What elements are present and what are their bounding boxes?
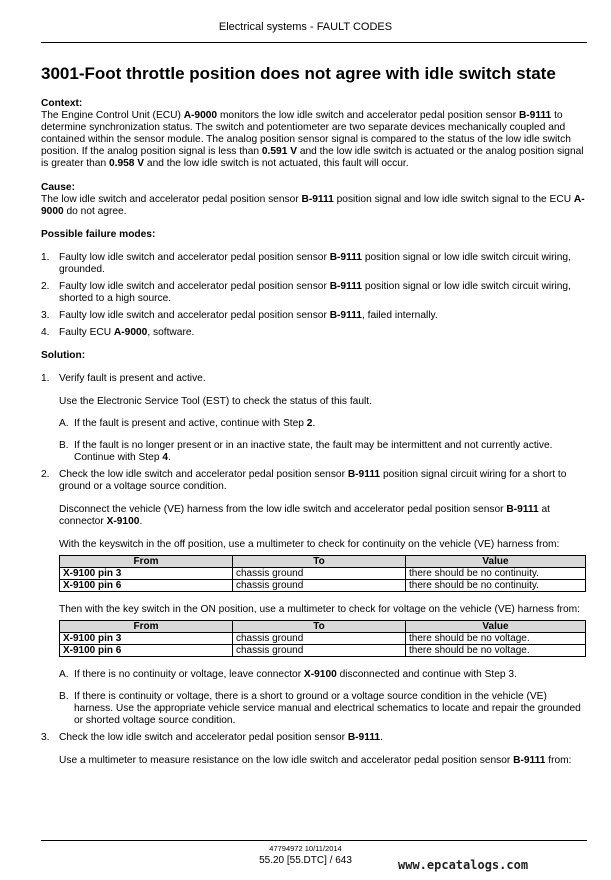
table-cell: X-9100 pin 6 [60, 580, 233, 592]
list-item: 4. Faulty ECU A-9000, software. [41, 327, 195, 338]
step-2-para-3: Then with the key switch in the ON position, use a multimeter to check for voltage on the vehicle (VE) harness from: [59, 604, 580, 615]
step-2-option-b: B. If there is continuity or voltage, there is a short to ground or a voltage source condition in the vehicle (VE) harness. Use the appropriate vehicle service manual and electrical schematics to locate and repair the grounded or shorted voltage source condition. [59, 691, 581, 726]
context-label: Context: [41, 98, 83, 109]
table-row [60, 633, 586, 645]
table-cell: chassis ground [233, 568, 406, 580]
continuity-table [59, 555, 586, 592]
header-rule [41, 42, 587, 43]
list-item: 1. Faulty low idle switch and accelerator pedal position sensor B-9111 position signal or low idle switch circuit wiring, grounded. [41, 252, 571, 275]
table-header-row [60, 621, 586, 633]
table-cell: there should be no voltage. [406, 645, 586, 657]
context-text: The Engine Control Unit (ECU) A-9000 monitors the low idle switch and accelerator pedal position sensor B-9111 to determine synchronization status. The switch and potentiometer are two separate devices mechanically coupled and contained within the sensor module. The analog position sensor signal is compared to the status of the low idle switch position. If the analog position signal is less than 0.591 V and the low idle switch is actuated or the analog position signal is greater than 0.958 V and the low idle switch is not actuated, this fault will occur. [41, 110, 584, 169]
page-title: 3001-Foot throttle position does not agree with idle switch state [41, 64, 556, 83]
page-number: 55.20 [55.DTC] / 643 [259, 855, 352, 866]
step-1-para: Use the Electronic Service Tool (EST) to check the status of this fault. [59, 396, 372, 407]
list-item: 2. Faulty low idle switch and accelerator pedal position sensor B-9111 position signal or low idle switch circuit wiring, shorted to a high source. [41, 281, 571, 304]
step-3-para-1: Use a multimeter to measure resistance on the low idle switch and accelerator pedal position sensor B-9111 from: [59, 755, 572, 766]
column-header: To [233, 556, 406, 568]
step-2-option-a: A. If there is no continuity or voltage, leave connector X-9100 disconnected and continue with Step 3. [59, 669, 517, 680]
list-item: 3. Faulty low idle switch and accelerator pedal position sensor B-9111, failed internally. [41, 310, 438, 321]
step-2: 2. Check the low idle switch and accelerator pedal position sensor B-9111 position signal circuit wiring for a short to ground or a voltage source condition. [41, 469, 567, 492]
column-header: Value [406, 556, 586, 568]
page-header: Electrical systems - FAULT CODES [218, 21, 393, 33]
table-cell: chassis ground [233, 580, 406, 592]
table-cell: there should be no continuity. [406, 568, 586, 580]
cause-label: Cause: [41, 182, 75, 193]
document-body [41, 98, 587, 767]
table-cell: X-9100 pin 3 [60, 633, 233, 645]
step-1-option-b: B. If the fault is no longer present or in an inactive state, the fault may be intermittent and not currently active. Continue with Step 4. [59, 440, 553, 463]
step-1: 1. Verify fault is present and active. [41, 373, 206, 384]
table-row [60, 580, 586, 592]
failure-modes-label: Possible failure modes: [41, 229, 156, 240]
watermark: www.epcatalogs.com [398, 858, 529, 872]
step-1-option-a: A. If the fault is present and active, continue with Step 2. [59, 418, 316, 429]
table-row [60, 568, 586, 580]
column-header: From [60, 556, 233, 568]
voltage-table [59, 620, 586, 657]
table-cell: chassis ground [233, 645, 406, 657]
table-cell: chassis ground [233, 633, 406, 645]
table-row [60, 645, 586, 657]
step-2-para-2: With the keyswitch in the off position, use a multimeter to check for continuity on the vehicle (VE) harness from: [59, 539, 560, 550]
column-header: To [233, 621, 406, 633]
column-header: From [60, 621, 233, 633]
table-header-row [60, 556, 586, 568]
table-cell: X-9100 pin 3 [60, 568, 233, 580]
document-number: 47794972 10/11/2014 [269, 844, 342, 853]
table-cell: there should be no voltage. [406, 633, 586, 645]
cause-text: The low idle switch and accelerator pedal position sensor B-9111 position signal and low idle switch signal to the ECU A-9000 do not agree. [41, 194, 585, 217]
table-cell: there should be no continuity. [406, 580, 586, 592]
table-cell: X-9100 pin 6 [60, 645, 233, 657]
footer-rule [41, 840, 587, 841]
column-header: Value [406, 621, 586, 633]
solution-label: Solution: [41, 350, 86, 361]
step-3: 3. Check the low idle switch and accelerator pedal position sensor B-9111. [41, 732, 383, 743]
step-2-para-1: Disconnect the vehicle (VE) harness from the low idle switch and accelerator pedal position sensor B-9111 at connector X-9100. [59, 504, 550, 527]
